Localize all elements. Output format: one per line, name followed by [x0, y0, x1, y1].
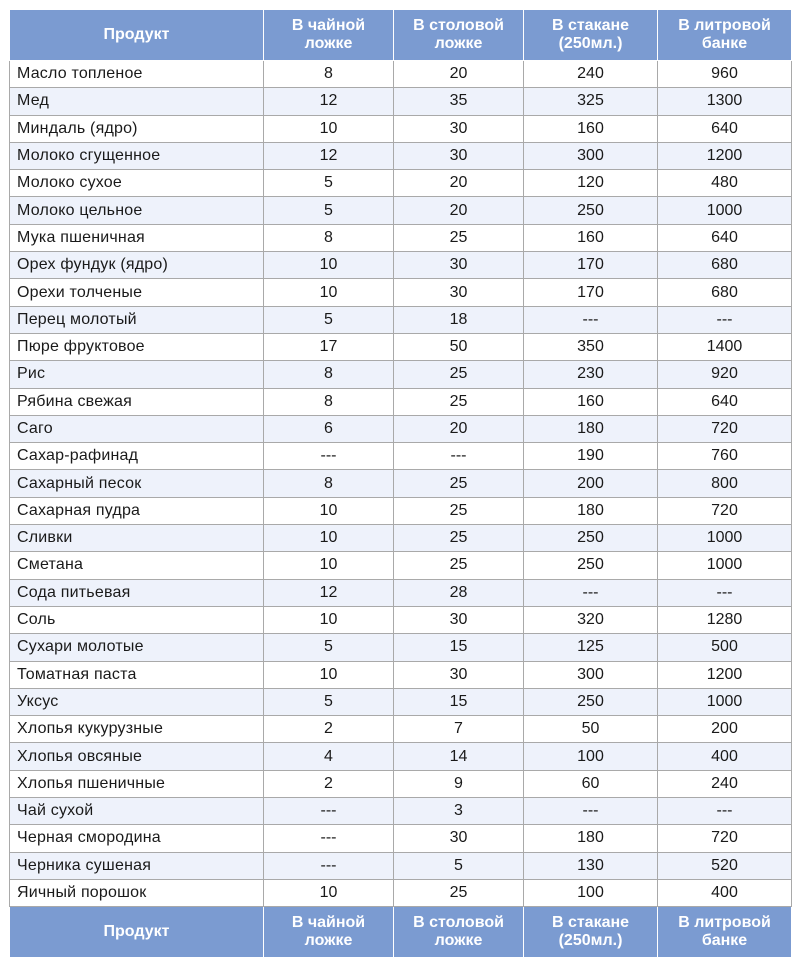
table-header [10, 10, 792, 61]
cell-product: Томатная паста [10, 661, 264, 688]
table-row [10, 770, 792, 797]
cell-teaspoon: 4 [264, 743, 394, 770]
table-row [10, 252, 792, 279]
cell-product: Сахар-рафинад [10, 443, 264, 470]
cell-jar: --- [658, 579, 792, 606]
footer-teaspoon: В чайной ложке [264, 907, 394, 958]
cell-product: Рябина свежая [10, 388, 264, 415]
cell-product: Черная смородина [10, 825, 264, 852]
cell-glass: 320 [524, 606, 658, 633]
cell-tablespoon: 25 [394, 470, 524, 497]
table-row [10, 88, 792, 115]
cell-tablespoon: --- [394, 443, 524, 470]
footer-row [10, 907, 792, 958]
table-row [10, 879, 792, 906]
cell-glass: 350 [524, 333, 658, 360]
footer-product: Продукт [10, 907, 264, 958]
cell-glass: 60 [524, 770, 658, 797]
cell-jar: --- [658, 306, 792, 333]
cell-teaspoon: 6 [264, 415, 394, 442]
cell-glass: 300 [524, 142, 658, 169]
cell-product: Масло топленое [10, 61, 264, 88]
cell-tablespoon: 30 [394, 252, 524, 279]
table-row [10, 743, 792, 770]
cell-tablespoon: 25 [394, 525, 524, 552]
cell-teaspoon: 5 [264, 688, 394, 715]
cell-teaspoon: 10 [264, 552, 394, 579]
cell-jar: 520 [658, 852, 792, 879]
cell-tablespoon: 5 [394, 852, 524, 879]
table-row [10, 852, 792, 879]
cell-product: Черника сушеная [10, 852, 264, 879]
cell-glass: --- [524, 579, 658, 606]
table-row [10, 115, 792, 142]
cell-tablespoon: 30 [394, 606, 524, 633]
cell-jar: 800 [658, 470, 792, 497]
table-footer [10, 907, 792, 958]
header-teaspoon: В чайной ложке [264, 10, 394, 61]
cell-product: Хлопья овсяные [10, 743, 264, 770]
cell-product: Чай сухой [10, 798, 264, 825]
cell-glass: 300 [524, 661, 658, 688]
cell-glass: 120 [524, 170, 658, 197]
cell-jar: 720 [658, 415, 792, 442]
cell-teaspoon: 10 [264, 252, 394, 279]
cell-tablespoon: 3 [394, 798, 524, 825]
cell-glass: 230 [524, 361, 658, 388]
cell-tablespoon: 7 [394, 716, 524, 743]
cell-product: Орех фундук (ядро) [10, 252, 264, 279]
cell-product: Мед [10, 88, 264, 115]
cell-glass: 250 [524, 197, 658, 224]
cell-glass: 130 [524, 852, 658, 879]
cell-glass: 160 [524, 115, 658, 142]
table-row [10, 798, 792, 825]
cell-tablespoon: 25 [394, 388, 524, 415]
cell-tablespoon: 30 [394, 825, 524, 852]
cell-teaspoon: 10 [264, 279, 394, 306]
table-row [10, 661, 792, 688]
cell-product: Сухари молотые [10, 634, 264, 661]
cell-jar: 1000 [658, 197, 792, 224]
cell-glass: 100 [524, 879, 658, 906]
cell-glass: --- [524, 306, 658, 333]
table-row [10, 415, 792, 442]
cell-jar: 680 [658, 279, 792, 306]
table-row [10, 61, 792, 88]
cell-tablespoon: 25 [394, 552, 524, 579]
cell-jar: 1400 [658, 333, 792, 360]
cell-jar: 680 [658, 252, 792, 279]
table-row [10, 388, 792, 415]
cell-jar: 640 [658, 388, 792, 415]
cell-teaspoon: 5 [264, 634, 394, 661]
footer-jar: В литровой банке [658, 907, 792, 958]
table-row [10, 361, 792, 388]
cell-glass: 50 [524, 716, 658, 743]
cell-glass: 170 [524, 252, 658, 279]
cell-glass: --- [524, 798, 658, 825]
header-product: Продукт [10, 10, 264, 61]
cell-product: Пюре фруктовое [10, 333, 264, 360]
cell-glass: 190 [524, 443, 658, 470]
header-jar: В литровой банке [658, 10, 792, 61]
cell-teaspoon: 10 [264, 497, 394, 524]
cell-tablespoon: 30 [394, 142, 524, 169]
cell-tablespoon: 14 [394, 743, 524, 770]
cell-teaspoon: --- [264, 825, 394, 852]
cell-tablespoon: 25 [394, 361, 524, 388]
cell-glass: 325 [524, 88, 658, 115]
cell-jar: 960 [658, 61, 792, 88]
cell-jar: 1200 [658, 661, 792, 688]
cell-teaspoon: 8 [264, 470, 394, 497]
cell-tablespoon: 9 [394, 770, 524, 797]
cell-product: Саго [10, 415, 264, 442]
cell-teaspoon: 10 [264, 661, 394, 688]
table-row [10, 306, 792, 333]
cell-glass: 125 [524, 634, 658, 661]
cell-jar: 500 [658, 634, 792, 661]
cell-product: Молоко сгущенное [10, 142, 264, 169]
cell-tablespoon: 20 [394, 197, 524, 224]
cell-tablespoon: 25 [394, 497, 524, 524]
cell-jar: 400 [658, 743, 792, 770]
table-row [10, 224, 792, 251]
table-row [10, 688, 792, 715]
cell-teaspoon: 8 [264, 224, 394, 251]
cell-jar: 1000 [658, 688, 792, 715]
cell-product: Хлопья пшеничные [10, 770, 264, 797]
cell-jar: 1000 [658, 552, 792, 579]
cell-product: Перец молотый [10, 306, 264, 333]
cell-product: Молоко цельное [10, 197, 264, 224]
cell-jar: 1300 [658, 88, 792, 115]
cell-teaspoon: --- [264, 798, 394, 825]
cell-product: Сахарная пудра [10, 497, 264, 524]
cell-tablespoon: 30 [394, 661, 524, 688]
cell-teaspoon: 12 [264, 579, 394, 606]
cell-glass: 160 [524, 388, 658, 415]
cell-teaspoon: 5 [264, 170, 394, 197]
table-row [10, 634, 792, 661]
cell-product: Мука пшеничная [10, 224, 264, 251]
header-row [10, 10, 792, 61]
measurement-table-container [9, 9, 791, 958]
table-row [10, 197, 792, 224]
cell-product: Сметана [10, 552, 264, 579]
cell-jar: 1200 [658, 142, 792, 169]
cell-jar: 1000 [658, 525, 792, 552]
table-row [10, 552, 792, 579]
cell-teaspoon: 10 [264, 115, 394, 142]
cell-jar: 1280 [658, 606, 792, 633]
cell-teaspoon: 10 [264, 879, 394, 906]
cell-tablespoon: 25 [394, 224, 524, 251]
table-row [10, 716, 792, 743]
measurement-table [9, 9, 792, 958]
cell-product: Яичный порошок [10, 879, 264, 906]
cell-jar: 400 [658, 879, 792, 906]
header-glass: В стакане (250мл.) [524, 10, 658, 61]
cell-tablespoon: 28 [394, 579, 524, 606]
cell-teaspoon: 8 [264, 361, 394, 388]
cell-product: Уксус [10, 688, 264, 715]
cell-glass: 200 [524, 470, 658, 497]
cell-jar: --- [658, 798, 792, 825]
cell-teaspoon: --- [264, 443, 394, 470]
cell-tablespoon: 35 [394, 88, 524, 115]
cell-teaspoon: 8 [264, 388, 394, 415]
cell-teaspoon: 10 [264, 525, 394, 552]
cell-jar: 640 [658, 115, 792, 142]
cell-glass: 180 [524, 415, 658, 442]
cell-tablespoon: 18 [394, 306, 524, 333]
cell-jar: 640 [658, 224, 792, 251]
table-row [10, 525, 792, 552]
cell-jar: 720 [658, 825, 792, 852]
cell-teaspoon: 12 [264, 88, 394, 115]
footer-glass: В стакане (250мл.) [524, 907, 658, 958]
cell-jar: 920 [658, 361, 792, 388]
cell-glass: 160 [524, 224, 658, 251]
table-row [10, 333, 792, 360]
table-row [10, 279, 792, 306]
cell-product: Молоко сухое [10, 170, 264, 197]
cell-teaspoon: 2 [264, 716, 394, 743]
table-row [10, 825, 792, 852]
cell-jar: 480 [658, 170, 792, 197]
cell-glass: 250 [524, 552, 658, 579]
cell-product: Сливки [10, 525, 264, 552]
cell-tablespoon: 15 [394, 634, 524, 661]
cell-teaspoon: 17 [264, 333, 394, 360]
cell-jar: 200 [658, 716, 792, 743]
cell-tablespoon: 20 [394, 61, 524, 88]
cell-teaspoon: 5 [264, 306, 394, 333]
table-row [10, 579, 792, 606]
cell-tablespoon: 15 [394, 688, 524, 715]
cell-product: Рис [10, 361, 264, 388]
cell-product: Миндаль (ядро) [10, 115, 264, 142]
cell-teaspoon: 2 [264, 770, 394, 797]
table-body [10, 61, 792, 907]
cell-glass: 250 [524, 525, 658, 552]
cell-glass: 240 [524, 61, 658, 88]
table-row [10, 470, 792, 497]
cell-tablespoon: 30 [394, 115, 524, 142]
cell-tablespoon: 25 [394, 879, 524, 906]
cell-glass: 170 [524, 279, 658, 306]
cell-product: Орехи толченые [10, 279, 264, 306]
cell-tablespoon: 30 [394, 279, 524, 306]
cell-teaspoon: 8 [264, 61, 394, 88]
table-row [10, 142, 792, 169]
table-row [10, 606, 792, 633]
table-row [10, 497, 792, 524]
cell-glass: 180 [524, 497, 658, 524]
cell-jar: 240 [658, 770, 792, 797]
cell-glass: 250 [524, 688, 658, 715]
cell-tablespoon: 20 [394, 415, 524, 442]
cell-tablespoon: 50 [394, 333, 524, 360]
header-tablespoon: В столовой ложке [394, 10, 524, 61]
cell-product: Хлопья кукурузные [10, 716, 264, 743]
cell-teaspoon: --- [264, 852, 394, 879]
cell-tablespoon: 20 [394, 170, 524, 197]
cell-teaspoon: 12 [264, 142, 394, 169]
table-row [10, 170, 792, 197]
table-row [10, 443, 792, 470]
cell-teaspoon: 5 [264, 197, 394, 224]
cell-jar: 720 [658, 497, 792, 524]
cell-jar: 760 [658, 443, 792, 470]
cell-teaspoon: 10 [264, 606, 394, 633]
cell-glass: 180 [524, 825, 658, 852]
cell-product: Сода питьевая [10, 579, 264, 606]
cell-product: Соль [10, 606, 264, 633]
cell-product: Сахарный песок [10, 470, 264, 497]
cell-glass: 100 [524, 743, 658, 770]
footer-tablespoon: В столовой ложке [394, 907, 524, 958]
